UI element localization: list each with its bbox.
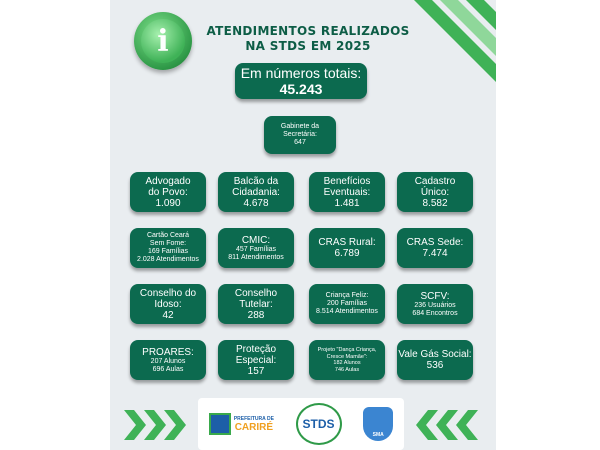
protecao-card: Proteção Especial: 157	[218, 340, 294, 380]
decorative-stripes	[404, 0, 496, 115]
advogado-card: Advogado do Povo: 1.090	[130, 172, 206, 212]
chevron-right-icon	[124, 410, 190, 440]
cras-sede-card: CRAS Sede: 7.474	[397, 228, 473, 268]
cadastro-card: Cadastro Único: 8.582	[397, 172, 473, 212]
balcao-card: Balcão da Cidadania: 4.678	[218, 172, 294, 212]
prefeitura-logo: PREFEITURA DE CARIRÉ	[209, 413, 274, 435]
projeto-card: Projeto "Dança Criança, Cresce Mamãe": 182 Alunos 746 Aulas	[309, 340, 385, 380]
cmic-card: CMIC: 457 Famílias 811 Atendimentos	[218, 228, 294, 268]
beneficios-card: Benefícios Eventuais: 1.481	[309, 172, 385, 212]
footer-logos	[198, 398, 404, 450]
crianca-feliz-card: Criança Feliz: 200 Famílias 8.514 Atendimentos	[309, 284, 385, 324]
page-title: ATENDIMENTOS REALIZADOS NA STDS EM 2025	[206, 24, 410, 53]
proares-card: PROARES: 207 Alunos 696 Aulas	[130, 340, 206, 380]
chevron-left-icon	[416, 410, 482, 440]
gabinete-card: Gabinete da Secretária: 647	[264, 116, 336, 154]
cras-rural-card: CRAS Rural: 6.789	[309, 228, 385, 268]
fundo-logo: SMA	[363, 407, 393, 441]
info-icon: i	[134, 12, 192, 70]
stds-logo: STDS	[296, 403, 342, 445]
total-card: Em números totais: 45.243	[235, 63, 367, 99]
scfv-card: SCFV: 236 Usuários 684 Encontros	[397, 284, 473, 324]
cartao-card: Cartão Ceará Sem Fome: 169 Famílias 2.028 Atendimentos	[130, 228, 206, 268]
conselho-idoso-card: Conselho do Idoso: 42	[130, 284, 206, 324]
vale-gas-card: Vale Gás Social: 536	[397, 340, 473, 380]
conselho-tutelar-card: Conselho Tutelar: 288	[218, 284, 294, 324]
prefeitura-mark-icon	[209, 413, 231, 435]
infographic-canvas	[110, 0, 496, 450]
